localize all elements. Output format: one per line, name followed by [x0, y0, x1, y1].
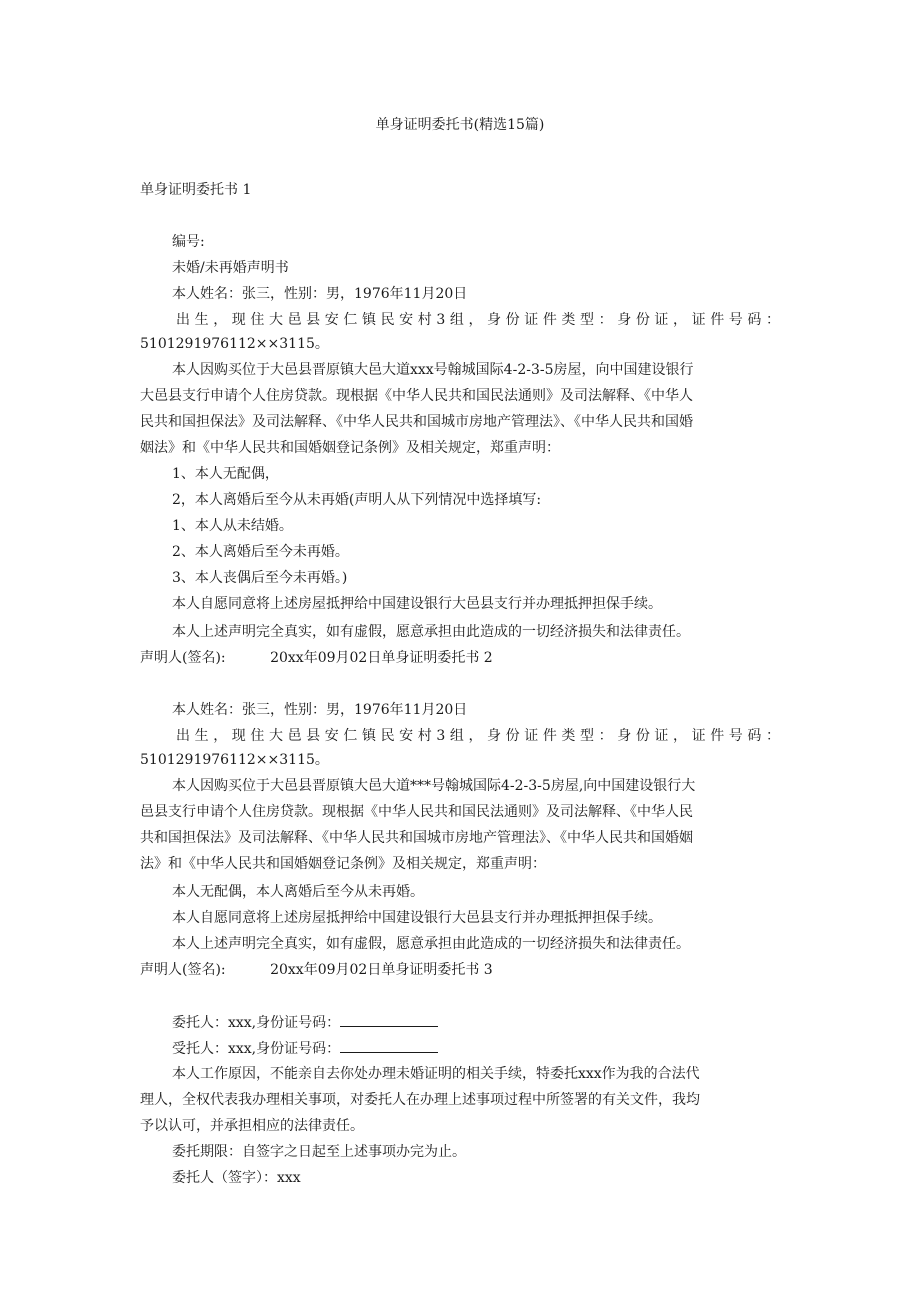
id-number: 5101291976112××3115。: [140, 752, 329, 768]
agent-label: 受托人：xxx,身份证号码：: [172, 1041, 341, 1057]
truth-line: 本人上述声明完全真实，如有虚假，愿意承担由此造成的一切经济损失和法律责任。: [172, 624, 690, 640]
list-item: 3、本人丧偶后至今未再婚。): [172, 570, 348, 586]
signature-date: 20xx年09月02日单身证明委托书 2: [270, 650, 493, 666]
signature-line: [140, 960, 780, 980]
list-item: 1、本人无配偶，: [172, 466, 279, 482]
consent-line: 本人自愿同意将上述房屋抵押给中国建设银行大邑县支行并办理抵押担保手续。: [172, 910, 662, 926]
paragraph-line: 大邑县支行申请个人住房贷款。现根据《中华人民共和国民法通则》及司法解释、《中华人: [140, 388, 693, 404]
signature-label: 声明人(签名):: [140, 650, 226, 666]
number-label: 编号:: [172, 234, 205, 250]
blank-field: [340, 1012, 438, 1027]
paragraph-line: 理人，全权代表我办理相关事项，对委托人在办理上述事项过程中所签署的有关文件，我均: [140, 1092, 700, 1108]
list-item: 2，本人离婚后至今从未再婚(声明人从下列情况中选择填写:: [172, 492, 542, 508]
identity-line: 本人姓名：张三，性别：男，1976年11月20日: [172, 702, 468, 718]
principal-label: 委托人：xxx,身份证号码：: [172, 1015, 341, 1031]
signature-label: 声明人(签名):: [140, 962, 226, 978]
paragraph-line: 法》和《中华人民共和国婚姻登记条例》及相关规定，郑重声明：: [140, 856, 546, 872]
paragraph-line: 民共和国担保法》及司法解释、《中华人民共和国城市房地产管理法》、《中华人民共和国婚: [140, 414, 693, 430]
blank-field: [340, 1038, 438, 1053]
paragraph-line: 共和国担保法》及司法解释、《中华人民共和国城市房地产管理法》、《中华人民共和国婚姻: [140, 830, 693, 846]
agent-line: [172, 1038, 780, 1059]
list-item: 1、本人从未结婚。: [172, 518, 293, 534]
signature-line: 委托人（签字）：xxx: [172, 1170, 301, 1186]
paragraph-line: 邑县支行申请个人住房贷款。现根据《中华人民共和国民法通则》及司法解释、《中华人民: [140, 804, 693, 820]
birth-line: 出生，现住大邑县安仁镇民安村3组，身份证件类型：身份证，证件号码：: [176, 312, 780, 328]
signature-line: [140, 648, 780, 668]
consent-line: 本人自愿同意将上述房屋抵押给中国建设银行大邑县支行并办理抵押担保手续。: [172, 596, 662, 612]
id-number: 5101291976112××3115。: [140, 336, 329, 352]
document-title: 单身证明委托书(精选15篇): [375, 117, 545, 133]
statement-line: 本人无配偶，本人离婚后至今从未再婚。: [172, 884, 424, 900]
signature-date: 20xx年09月02日单身证明委托书 3: [270, 962, 493, 978]
paragraph-line: 予以认可，并承担相应的法律责任。: [140, 1118, 364, 1134]
paragraph-line: 本人因购买位于大邑县晋原镇大邑大道xxx号翰城国际4-2-3-5房屋，向中国建设银行: [172, 362, 694, 378]
identity-line: 本人姓名：张三，性别：男，1976年11月20日: [172, 286, 468, 302]
term-line: 委托期限：自签字之日起至上述事项办完为止。: [172, 1144, 466, 1160]
paragraph-line: 本人工作原因，不能亲自去你处办理未婚证明的相关手续，特委托xxx作为我的合法代: [172, 1066, 700, 1082]
truth-line: 本人上述声明完全真实，如有虚假，愿意承担由此造成的一切经济损失和法律责任。: [172, 936, 690, 952]
paragraph-line: 本人因购买位于大邑县晋原镇大邑大道***号翰城国际4-2-3-5房屋,向中国建设银行大: [172, 778, 696, 794]
list-item: 2、本人离婚后至今未再婚。: [172, 544, 349, 560]
paragraph-line: 姻法》和《中华人民共和国婚姻登记条例》及相关规定，郑重声明：: [140, 440, 560, 456]
declaration-title: 未婚/未再婚声明书: [172, 260, 289, 276]
section-heading-1: 单身证明委托书 1: [140, 182, 252, 198]
birth-line: 出生，现住大邑县安仁镇民安村3组，身份证件类型：身份证，证件号码：: [176, 728, 780, 744]
principal-line: [172, 1012, 780, 1033]
